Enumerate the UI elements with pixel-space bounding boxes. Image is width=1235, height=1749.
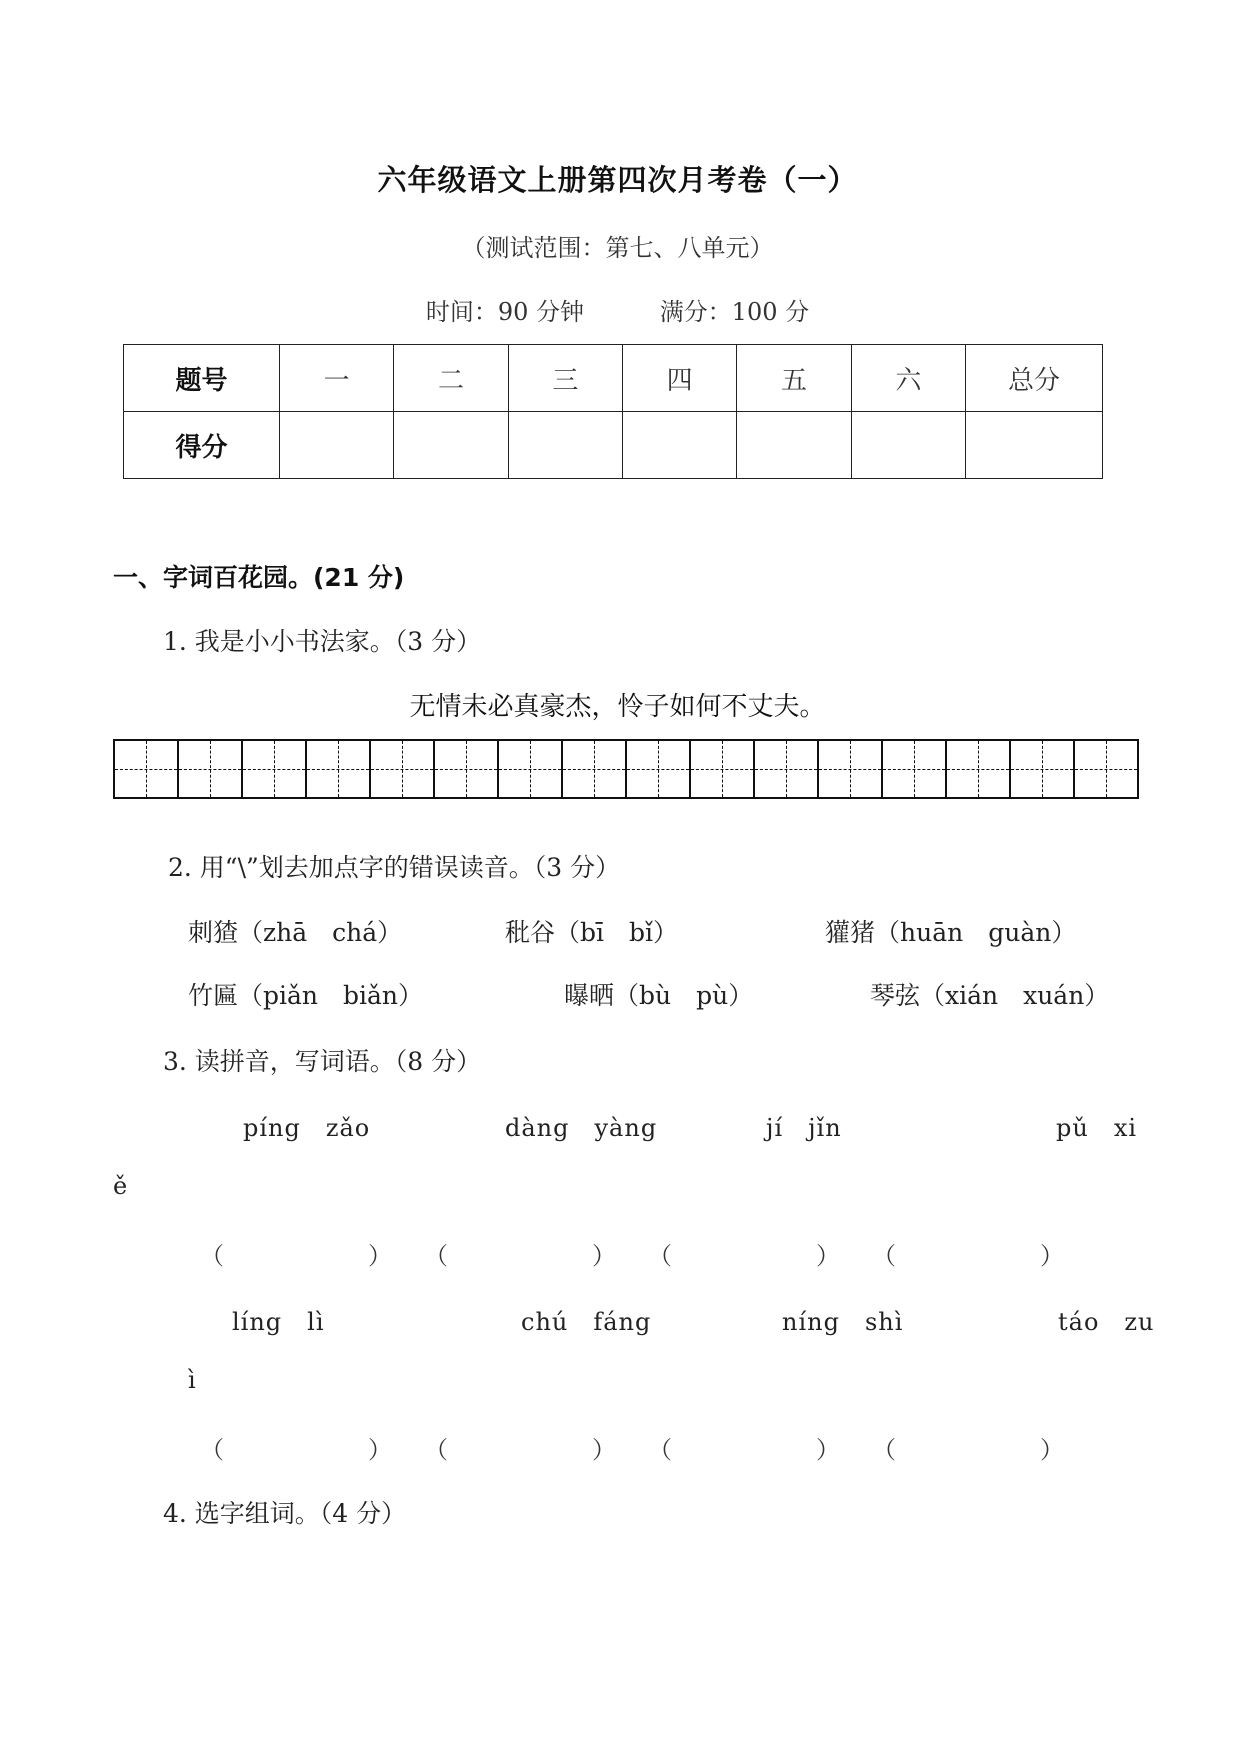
writing-cell[interactable] bbox=[499, 741, 563, 797]
page-title: 六年级语文上册第四次月考卷（一） bbox=[377, 163, 858, 197]
score-cell[interactable] bbox=[737, 412, 851, 479]
writing-cell[interactable] bbox=[1011, 741, 1075, 797]
writing-cell[interactable] bbox=[883, 741, 947, 797]
score-cell[interactable] bbox=[966, 412, 1103, 479]
answer-blank[interactable]: （ ） bbox=[648, 1436, 840, 1464]
writing-cell[interactable] bbox=[627, 741, 691, 797]
writing-cell[interactable] bbox=[243, 741, 307, 797]
writing-cell[interactable] bbox=[1075, 741, 1139, 797]
writing-cell[interactable] bbox=[755, 741, 819, 797]
exam-meta bbox=[0, 292, 1235, 327]
score-header-cell: 题号 bbox=[124, 345, 280, 412]
writing-grid[interactable] bbox=[113, 739, 1139, 799]
pronunciation-item[interactable]: 刺猹（zhā chá） bbox=[188, 918, 403, 947]
score-table bbox=[123, 344, 1103, 479]
question-3-label: 3. 读拼音，写词语。（8 分） bbox=[163, 1047, 482, 1076]
score-cell[interactable] bbox=[508, 412, 622, 479]
answer-blank[interactable]: （ ） bbox=[872, 1436, 1064, 1464]
writing-cell[interactable] bbox=[435, 741, 499, 797]
test-scope: （测试范围：第七、八单元） bbox=[461, 234, 774, 262]
score-cell[interactable] bbox=[851, 412, 965, 479]
pinyin-prompt: jí jǐn bbox=[766, 1114, 842, 1142]
pinyin-prompt: pǔ xi bbox=[1056, 1114, 1138, 1142]
question-4-label: 4. 选字组词。（4 分） bbox=[163, 1499, 407, 1528]
pinyin-prompt: táo zu bbox=[1058, 1308, 1155, 1336]
pinyin-wrap: ě bbox=[113, 1172, 129, 1200]
pinyin-prompt: dàng yàng bbox=[505, 1114, 658, 1142]
score-header-cell: 总分 bbox=[966, 345, 1103, 412]
pinyin-prompt: níng shì bbox=[782, 1308, 904, 1336]
writing-cell[interactable] bbox=[307, 741, 371, 797]
score-header-cell: 二 bbox=[394, 345, 508, 412]
answer-blank[interactable]: （ ） bbox=[648, 1242, 840, 1270]
score-header-cell: 六 bbox=[851, 345, 965, 412]
calligraphy-poem: 无情未必真豪杰，怜子如何不丈夫。 bbox=[409, 692, 826, 722]
writing-cell[interactable] bbox=[819, 741, 883, 797]
pronunciation-item[interactable]: 曝晒（bù pù） bbox=[564, 981, 754, 1010]
pronunciation-item[interactable]: 獾猪（huān guàn） bbox=[825, 918, 1077, 947]
writing-cell[interactable] bbox=[115, 741, 179, 797]
exam-full-score: 满分：100 分 bbox=[659, 298, 810, 326]
score-header-cell: 五 bbox=[737, 345, 851, 412]
exam-time: 时间：90 分钟 bbox=[425, 298, 585, 326]
answer-blank[interactable]: （ ） bbox=[200, 1436, 392, 1464]
question-1-label: 1. 我是小小书法家。（3 分） bbox=[163, 627, 482, 656]
answer-blank[interactable]: （ ） bbox=[424, 1436, 616, 1464]
score-header-cell: 三 bbox=[508, 345, 622, 412]
writing-cell[interactable] bbox=[691, 741, 755, 797]
score-cell[interactable] bbox=[622, 412, 736, 479]
writing-cell[interactable] bbox=[179, 741, 243, 797]
section-heading: 一、字词百花园。(21 分) bbox=[113, 563, 405, 592]
score-table-header-row bbox=[124, 345, 1103, 412]
pinyin-prompt: píng zǎo bbox=[243, 1114, 371, 1142]
writing-cell[interactable] bbox=[947, 741, 1011, 797]
answer-blank[interactable]: （ ） bbox=[424, 1242, 616, 1270]
score-row-label: 得分 bbox=[124, 412, 280, 479]
score-table-score-row bbox=[124, 412, 1103, 479]
pronunciation-item[interactable]: 竹匾（piǎn biǎn） bbox=[188, 981, 424, 1010]
writing-cell[interactable] bbox=[563, 741, 627, 797]
writing-cell[interactable] bbox=[371, 741, 435, 797]
score-cell[interactable] bbox=[280, 412, 394, 479]
score-cell[interactable] bbox=[394, 412, 508, 479]
pinyin-wrap: ì bbox=[188, 1366, 197, 1394]
pinyin-prompt: líng lì bbox=[232, 1308, 325, 1336]
pronunciation-item[interactable]: 秕谷（bī bǐ） bbox=[505, 918, 678, 947]
answer-blank[interactable]: （ ） bbox=[872, 1242, 1064, 1270]
score-header-cell: 一 bbox=[280, 345, 394, 412]
answer-blank[interactable]: （ ） bbox=[200, 1242, 392, 1270]
pronunciation-item[interactable]: 琴弦（xián xuán） bbox=[870, 981, 1110, 1010]
score-header-cell: 四 bbox=[622, 345, 736, 412]
question-2-label: 2. 用“\”划去加点字的错误读音。（3 分） bbox=[168, 853, 621, 882]
pinyin-prompt: chú fáng bbox=[521, 1308, 652, 1336]
